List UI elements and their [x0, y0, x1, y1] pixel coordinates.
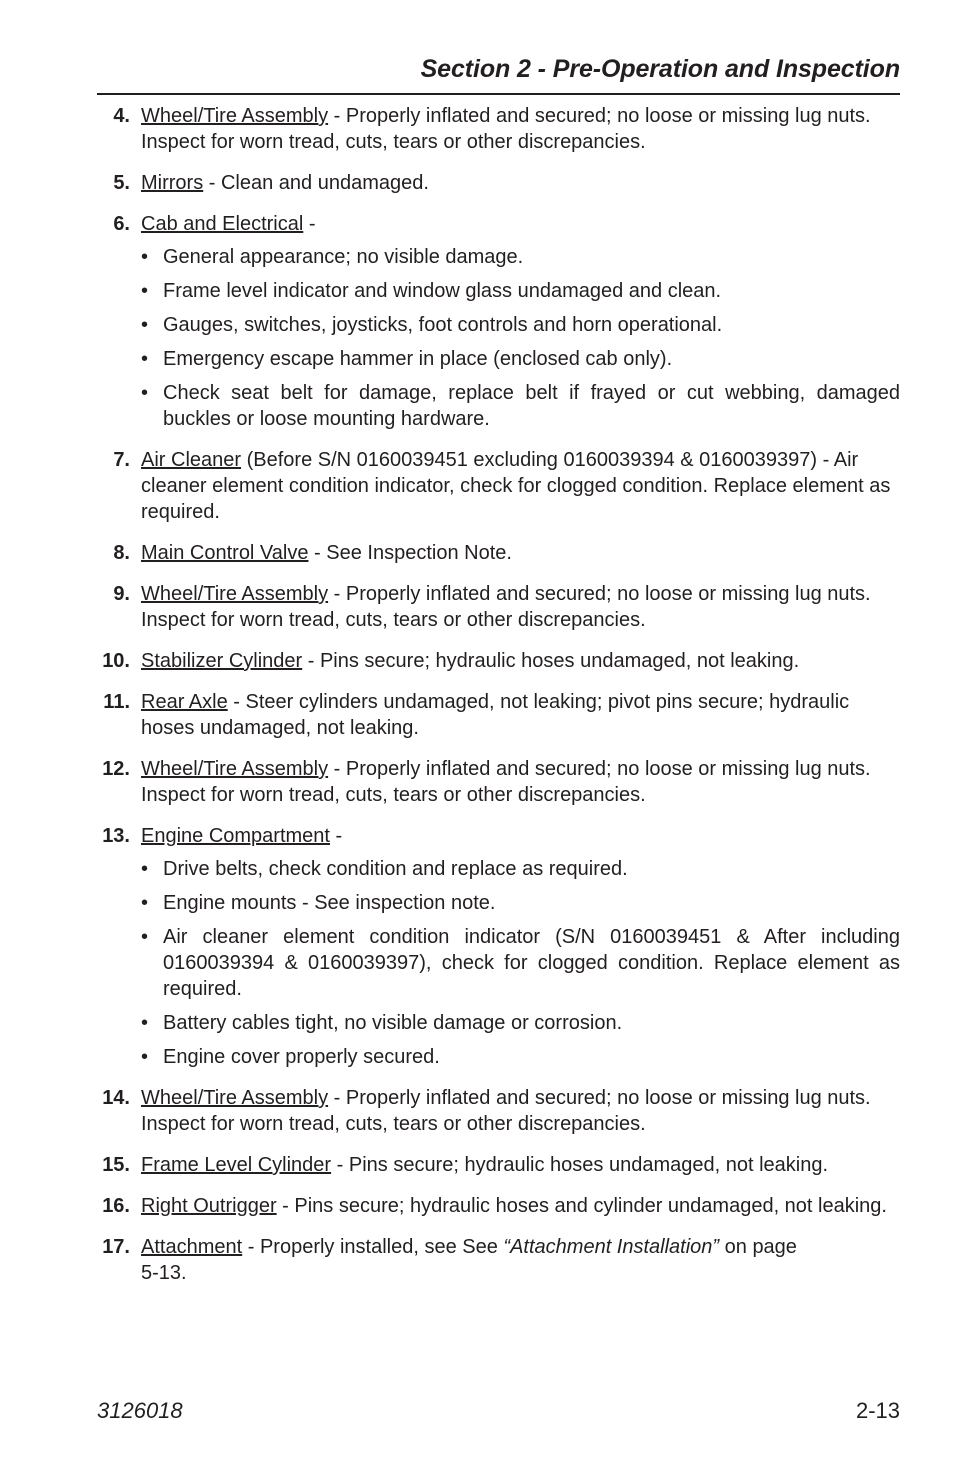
item-text: - Properly installed, see See: [242, 1236, 504, 1258]
bullet-item: • Engine cover properly secured.: [141, 1046, 440, 1068]
item-subject: Right Outrigger: [141, 1195, 277, 1217]
item-body: [141, 103, 900, 155]
item-number: 5.: [113, 172, 130, 194]
item-subject: Attachment: [141, 1236, 243, 1258]
item-subject: Wheel/Tire Assembly: [141, 583, 329, 605]
bullet-icon: •: [141, 314, 149, 336]
bullet-icon: •: [141, 926, 149, 948]
bullet-item: • Emergency escape hammer in place (enclosed cab only).: [141, 348, 673, 370]
item-number: 4.: [113, 105, 130, 127]
list-item: [97, 648, 900, 674]
item-subject: Main Control Valve: [141, 542, 309, 564]
item-body: [141, 1152, 900, 1178]
bullet-icon: •: [141, 348, 149, 370]
item-text: - Properly inflated and secured; no loose or missing lug nuts. Inspect for worn tread, cuts, tears or other discrepancies.: [141, 105, 871, 153]
bullet-icon: •: [141, 246, 149, 268]
item-body: [141, 170, 900, 196]
item-text: - Pins secure; hydraulic hoses undamaged, not leaking.: [302, 650, 800, 672]
item-text: - Pins secure; hydraulic hoses undamaged, not leaking.: [331, 1154, 829, 1176]
item-text: - See Inspection Note.: [308, 542, 512, 564]
item-subject: Frame Level Cylinder: [141, 1154, 332, 1176]
item-body: [141, 540, 900, 566]
bullet-icon: •: [141, 1012, 149, 1034]
item-body: [141, 756, 900, 808]
item-body: [141, 823, 900, 1070]
item-text: - Pins secure; hydraulic hoses and cylinder undamaged, not leaking.: [276, 1195, 887, 1217]
list-item: [97, 170, 900, 196]
list-item: [97, 211, 900, 432]
bullet-icon: •: [141, 1046, 149, 1068]
item-number: 13.: [102, 825, 130, 847]
item-number: 12.: [102, 758, 130, 780]
bullet-item: • Engine mounts - See inspection note.: [141, 892, 496, 914]
cross-reference: “Attachment Installation”: [503, 1236, 720, 1258]
bullet-list: [141, 856, 900, 1070]
bullet-icon: •: [141, 858, 149, 880]
list-item: [97, 756, 900, 808]
item-body: [141, 1085, 900, 1137]
item-number: 6.: [113, 213, 130, 235]
bullet-item: • Air cleaner element condition indicator (S/N 0160039451 & After including 0160039394 & 0160039397), check for clogged condition. Replace element as required.: [141, 926, 900, 1000]
item-number: 17.: [102, 1236, 130, 1258]
item-number: 8.: [113, 542, 130, 564]
section-title: Section 2 - Pre-Operation and Inspection: [420, 55, 900, 83]
item-number: 11.: [103, 691, 130, 713]
item-subject: Engine Compartment: [141, 825, 330, 847]
list-item: [97, 823, 900, 1070]
item-number: 16.: [102, 1195, 130, 1217]
item-text: -: [303, 213, 316, 235]
item-body: [141, 581, 900, 633]
bullet-icon: •: [141, 382, 149, 404]
list-item: [97, 1085, 900, 1137]
list-item: [97, 581, 900, 633]
item-body: [141, 1234, 811, 1286]
item-text: - Steer cylinders undamaged, not leaking; pivot pins secure; hydraulic hoses undamaged, not leaking.: [141, 691, 850, 739]
bullet-item: • Drive belts, check condition and replace as required.: [141, 858, 628, 880]
bullet-item: • Frame level indicator and window glass undamaged and clean.: [141, 280, 722, 302]
bullet-item: • Check seat belt for damage, replace belt if frayed or cut webbing, damaged buckles or loose mounting hardware.: [141, 382, 900, 430]
list-item: [97, 1193, 900, 1219]
item-text: - Properly inflated and secured; no loose or missing lug nuts. Inspect for worn tread, cuts, tears or other discrepancies.: [141, 583, 871, 631]
item-subject: Wheel/Tire Assembly: [141, 758, 329, 780]
item-number: 10.: [102, 650, 130, 672]
item-subject: Mirrors: [141, 172, 204, 194]
item-body: [141, 211, 900, 432]
item-number: 14.: [102, 1087, 130, 1109]
bullet-icon: •: [141, 280, 149, 302]
bullet-item: • Battery cables tight, no visible damage or corrosion.: [141, 1012, 623, 1034]
item-body: [141, 648, 900, 674]
item-body: [141, 447, 900, 525]
page-number: 2-13: [855, 1398, 900, 1423]
document-number: 3126018: [97, 1398, 183, 1423]
item-subject: Air Cleaner: [141, 449, 242, 471]
item-number: 7.: [113, 449, 130, 471]
bullet-icon: •: [141, 892, 149, 914]
item-text: - Properly inflated and secured; no loose or missing lug nuts. Inspect for worn tread, cuts, tears or other discrepancies.: [141, 1087, 871, 1135]
item-subject: Stabilizer Cylinder: [141, 650, 303, 672]
item-body: [141, 689, 900, 741]
item-number: 15.: [102, 1154, 130, 1176]
list-item: [97, 1234, 900, 1286]
item-text: - Properly inflated and secured; no loose or missing lug nuts. Inspect for worn tread, cuts, tears or other discrepancies.: [141, 758, 871, 806]
item-number: 9.: [113, 583, 130, 605]
list-item: [97, 689, 900, 741]
item-subject: Wheel/Tire Assembly: [141, 105, 329, 127]
item-text: - Clean and undamaged.: [203, 172, 429, 194]
list-item: [97, 540, 900, 566]
list-item: [97, 1152, 900, 1178]
item-body: [141, 1193, 900, 1219]
item-text-after: on page 5-13.: [141, 1236, 797, 1284]
header-divider: [97, 93, 900, 95]
list-item: [97, 103, 900, 155]
item-text: -: [329, 825, 343, 847]
list-item: [97, 447, 900, 525]
item-text: (Before S/N 0160039451 excluding 0160039394 & 0160039397) - Air cleaner element condition indicator, check for clogged condition. Replace element as required.: [141, 449, 891, 523]
bullet-item: • Gauges, switches, joysticks, foot controls and horn operational.: [141, 314, 723, 336]
item-subject: Cab and Electrical: [141, 213, 304, 235]
item-subject: Rear Axle: [141, 691, 228, 713]
inspection-list: [97, 103, 900, 1301]
bullet-list: [141, 244, 900, 432]
bullet-item: • General appearance; no visible damage.: [141, 246, 524, 268]
item-subject: Wheel/Tire Assembly: [141, 1087, 329, 1109]
